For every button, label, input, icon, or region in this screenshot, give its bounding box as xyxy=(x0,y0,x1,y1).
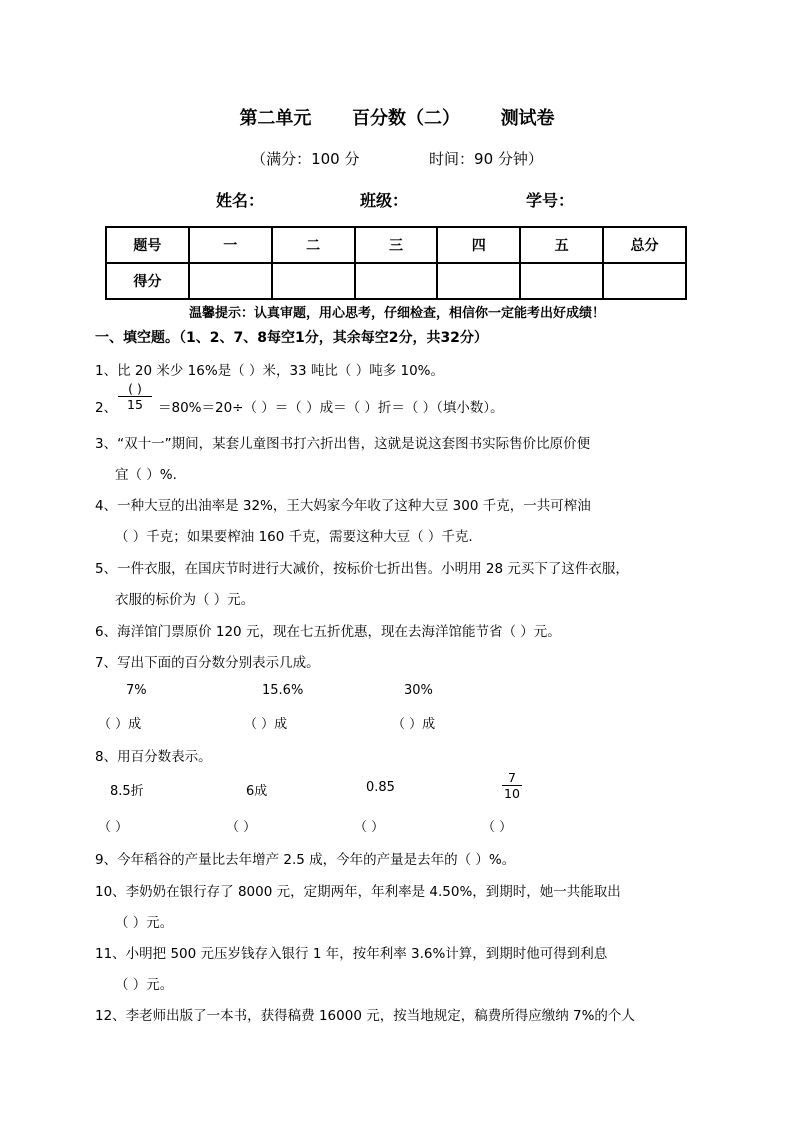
fraction-denominator: 15 xyxy=(127,397,143,412)
student-id-label: 学号： xyxy=(526,191,575,210)
title-topic: 百分数（二） xyxy=(352,108,460,129)
title-unit: 第二单元 xyxy=(239,108,312,129)
q8-item: 0.85 xyxy=(366,780,395,795)
score-cell[interactable] xyxy=(520,263,603,299)
score-table-row xyxy=(106,263,686,299)
fraction-denominator: 10 xyxy=(504,786,520,801)
score-table-header: 二 xyxy=(272,227,355,263)
question-10-line-2: （ ）元。 xyxy=(115,915,174,931)
q7-item: 15.6% xyxy=(262,683,304,698)
question-4-line-2: （ ）千克；如果要榨油 160 千克，需要这种大豆（ ）千克. xyxy=(115,529,473,545)
question-5-line-1: 5、一件衣服，在国庆节时进行大减价，按标价七折出售。小明用 28 元买下了这件衣服， xyxy=(95,561,629,577)
question-11-line-2: （ ）元。 xyxy=(115,977,174,993)
score-cell[interactable] xyxy=(437,263,520,299)
question-7: 7、写出下面的百分数分别表示几成。 xyxy=(95,655,320,671)
score-table-header: 总分 xyxy=(603,227,686,263)
score-table-header: 题号 xyxy=(106,227,189,263)
class-label: 班级： xyxy=(360,191,409,210)
page-title xyxy=(0,104,794,130)
fraction-numerator: 7 xyxy=(502,770,522,786)
section-heading: 一、填空题。（1、2、7、8每空1分，其余每空2分，共32分） xyxy=(95,330,488,346)
question-2-fraction xyxy=(118,381,152,412)
question-4-line-1: 4、一种大豆的出油率是 32%，王大妈家今年收了这种大豆 300 千克，一共可榨油 xyxy=(95,498,591,514)
q8-answer-blank[interactable]: （ ） xyxy=(354,820,385,835)
q7-answer-blank[interactable]: （ ）成 xyxy=(244,717,288,732)
score-cell[interactable] xyxy=(355,263,438,299)
score-row-label: 得分 xyxy=(106,263,189,299)
question-2: ＝80%＝20÷（ ）＝（ ）成＝（ ）折＝（ ）（填小数）。 xyxy=(158,400,504,416)
question-1: 1、比 20 米少 16%是（ ）米，33 吨比（ ）吨多 10%。 xyxy=(95,363,444,379)
q7-answer-blank[interactable]: （ ）成 xyxy=(392,717,436,732)
question-10-line-1: 10、李奶奶在银行存了 8000 元，定期两年，年利率是 4.50%，到期时，她一共能取出 xyxy=(95,884,621,900)
question-12-line-1: 12、李老师出版了一本书，获得稿费 16000 元，按当地规定，稿费所得应缴纳 7%的个人 xyxy=(95,1008,635,1024)
tip-text: 温馨提示：认真审题，用心思考，仔细检查，相信你一定能考出好成绩！ xyxy=(188,306,605,321)
exam-meta xyxy=(0,148,794,169)
question-5-line-2: 衣服的标价为（ ）元。 xyxy=(115,592,255,608)
title-test: 测试卷 xyxy=(500,108,555,129)
q8-item: 8.5折 xyxy=(110,784,144,799)
time-limit: 时间：90 分钟） xyxy=(429,150,543,168)
score-cell[interactable] xyxy=(603,263,686,299)
score-table-header: 四 xyxy=(437,227,520,263)
q8-answer-blank[interactable]: （ ） xyxy=(98,820,129,835)
question-2-prefix: 2、 xyxy=(95,400,118,416)
full-marks: （满分：100 分 xyxy=(251,150,360,168)
question-11-line-1: 11、小明把 500 元压岁钱存入银行 1 年，按年利率 3.6%计算，到期时他可得到利息 xyxy=(95,946,608,962)
q8-item: 6成 xyxy=(246,784,268,799)
score-cell[interactable] xyxy=(272,263,355,299)
score-table-header-row xyxy=(106,227,686,263)
q8-fraction xyxy=(502,770,522,801)
score-table-header: 五 xyxy=(520,227,603,263)
fraction-numerator: ( ) xyxy=(118,381,152,397)
score-cell[interactable] xyxy=(189,263,272,299)
q8-answer-blank[interactable]: （ ） xyxy=(482,820,513,835)
question-6: 6、海洋馆门票原价 120 元，现在七五折优惠，现在去海洋馆能节省（ ）元。 xyxy=(95,624,561,640)
question-3-line-2: 宜（ ）%. xyxy=(115,467,177,483)
q8-answer-blank[interactable]: （ ） xyxy=(226,820,257,835)
score-table-header: 三 xyxy=(355,227,438,263)
question-8: 8、用百分数表示。 xyxy=(95,749,212,765)
question-9: 9、今年稻谷的产量比去年增产 2.5 成，今年的产量是去年的（ ）%。 xyxy=(95,852,516,868)
q7-item: 7% xyxy=(126,683,147,698)
score-table-header: 一 xyxy=(189,227,272,263)
name-label: 姓名： xyxy=(216,191,265,210)
q7-answer-blank[interactable]: （ ）成 xyxy=(98,717,142,732)
score-table xyxy=(105,226,687,300)
question-3-line-1: 3、“双十一”期间，某套儿童图书打六折出售，这就是说这套图书实际售价比原价便 xyxy=(95,436,591,452)
q7-item: 30% xyxy=(404,683,433,698)
